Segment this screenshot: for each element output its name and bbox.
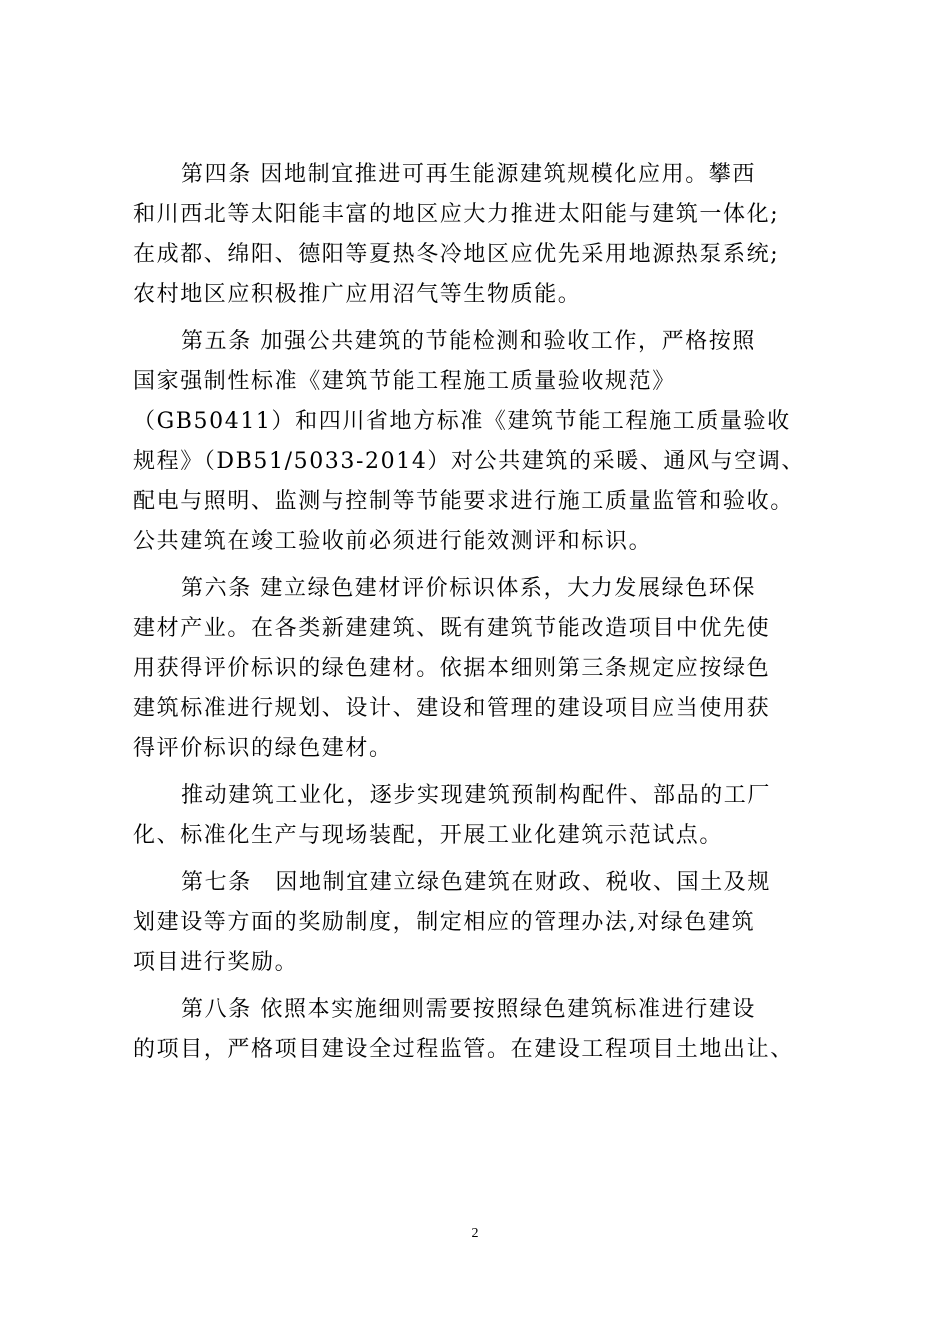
paragraph-article-8-line-1: 第八条 依照本实施细则需要按照绿色建筑标准进行建设 bbox=[181, 997, 756, 1022]
paragraph-article-4-line-2: 和川西北等太阳能丰富的地区应大力推进太阳能与建筑一体化; bbox=[133, 202, 780, 227]
paragraph-article-4-line-3: 在成都、绵阳、德阳等夏热冬冷地区应优先采用地源热泵系统; bbox=[133, 242, 780, 267]
paragraph-article-6-line-5: 得评价标识的绿色建材。 bbox=[133, 736, 393, 761]
paragraph-article-4-line-4: 农村地区应积极推广应用沼气等生物质能。 bbox=[133, 282, 582, 307]
paragraph-article-6-line-4: 建筑标准进行规划、设计、建设和管理的建设项目应当使用获 bbox=[133, 696, 771, 721]
paragraph-article-5-line-6: 公共建筑在竣工验收前必须进行能效测评和标识。 bbox=[133, 529, 653, 554]
paragraph-article-6-line-3: 用获得评价标识的绿色建材。依据本细则第三条规定应按绿色 bbox=[133, 656, 771, 681]
paragraph-article-5-line-1: 第五条 加强公共建筑的节能检测和验收工作，严格按照 bbox=[181, 329, 756, 354]
paragraph-industrialization-line-1: 推动建筑工业化，逐步实现建筑预制构配件、部品的工厂 bbox=[181, 783, 772, 808]
paragraph-article-7-line-2: 划建设等方面的奖励制度，制定相应的管理办法,对绿色建筑 bbox=[133, 910, 756, 935]
paragraph-article-5-line-3: （GB50411）和四川省地方标准《建筑节能工程施工质量验收 bbox=[133, 409, 791, 434]
paragraph-article-4-line-1: 第四条 因地制宜推进可再生能源建筑规模化应用。攀西 bbox=[181, 162, 756, 187]
paragraph-article-5-line-4: 规程》（DB51/5033-2014）对公共建筑的采暖、通风与空调、 bbox=[133, 449, 806, 474]
page-number: 2 bbox=[471, 1226, 479, 1241]
paragraph-article-6-line-1: 第六条 建立绿色建材评价标识体系，大力发展绿色环保 bbox=[181, 576, 756, 601]
paragraph-article-7-line-1: 第七条 因地制宜建立绿色建筑在财政、税收、国土及规 bbox=[181, 870, 772, 895]
paragraph-article-8-line-2: 的项目，严格项目建设全过程监管。在建设工程项目土地出让、 bbox=[133, 1037, 794, 1062]
paragraph-article-7-line-3: 项目进行奖励。 bbox=[133, 950, 299, 975]
body-text bbox=[133, 155, 833, 1070]
paragraph-industrialization-line-2: 化、标准化生产与现场装配，开展工业化建筑示范试点。 bbox=[133, 823, 724, 848]
paragraph-article-5-line-5: 配电与照明、监测与控制等节能要求进行施工质量监管和验收。 bbox=[133, 489, 794, 514]
paragraph-article-5-line-2: 国家强制性标准《建筑节能工程施工质量验收规范》 bbox=[133, 369, 676, 394]
paragraph-article-6-line-2: 建材产业。在各类新建建筑、既有建筑节能改造项目中优先使 bbox=[133, 616, 771, 641]
